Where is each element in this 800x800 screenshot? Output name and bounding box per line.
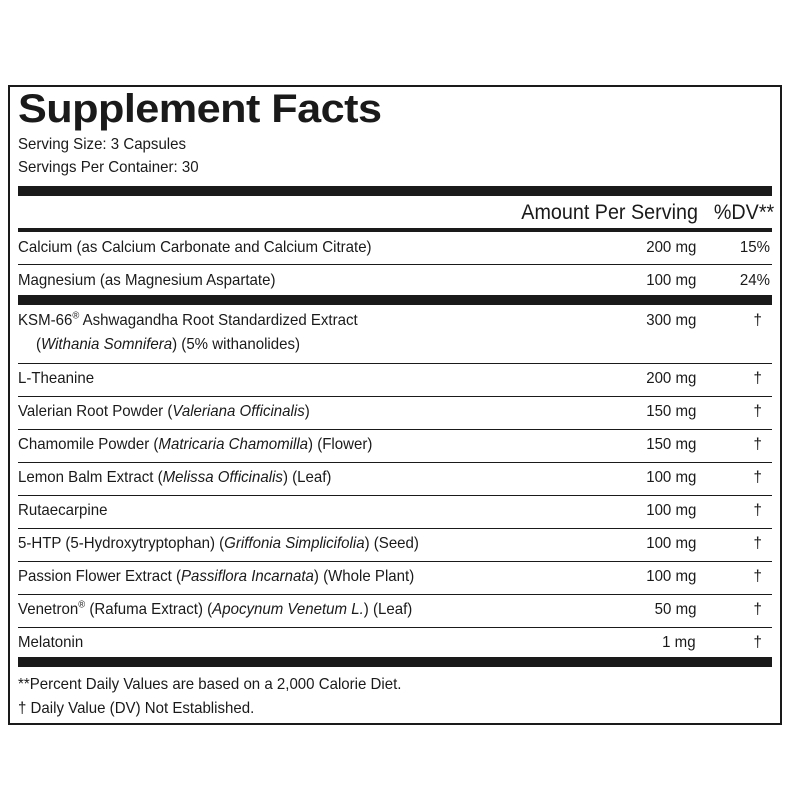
divider-thin	[18, 264, 772, 265]
ingredient-name: L-Theanine	[18, 370, 95, 387]
ingredient-row-ashwagandha	[18, 311, 776, 359]
column-header-dv: %DV**	[713, 201, 774, 224]
divider-thick	[18, 295, 772, 305]
divider-thin	[18, 528, 772, 529]
divider-thin	[18, 627, 772, 628]
ingredient-amount: 150 mg	[645, 436, 696, 453]
nutrient-dv: 15%	[739, 239, 770, 256]
ingredient-amount: 1 mg	[662, 634, 696, 651]
ingredient-row-5-htp	[18, 534, 776, 558]
ingredient-name: Venetron® (Rafuma Extract) (Apocynum Venetum L.) (Leaf)	[18, 599, 413, 618]
divider-thin	[18, 561, 772, 562]
divider-thin	[18, 429, 772, 430]
nutrient-row-magnesium	[18, 271, 776, 295]
divider-thin	[18, 462, 772, 463]
ingredient-amount: 300 mg	[645, 312, 696, 329]
ingredient-row-lemon-balm	[18, 468, 776, 492]
divider-thick	[18, 657, 772, 667]
ingredient-row-l-theanine	[18, 369, 776, 393]
ingredient-name: KSM-66® Ashwagandha Root Standardized Extract	[18, 310, 358, 329]
ingredient-amount: 150 mg	[645, 403, 696, 420]
nutrient-row-calcium	[18, 238, 776, 262]
divider-thick	[18, 186, 772, 196]
servings-per-container: Servings Per Container: 30	[18, 159, 199, 176]
ingredient-row-valerian	[18, 402, 776, 426]
supplement-facts-panel	[8, 85, 782, 725]
ingredient-name: Rutaecarpine	[18, 502, 108, 519]
ingredient-amount: 200 mg	[645, 370, 696, 387]
footnote-percent-dv: **Percent Daily Values are based on a 2,000 Calorie Diet.	[18, 676, 402, 693]
ingredient-dv: †	[753, 469, 762, 486]
ingredient-name: Chamomile Powder (Matricaria Chamomilla) (Flower)	[18, 436, 373, 453]
ingredient-amount: 100 mg	[645, 535, 696, 552]
serving-size: Serving Size: 3 Capsules	[18, 136, 187, 153]
panel-title: Supplement Facts	[18, 87, 382, 131]
ingredient-amount: 100 mg	[645, 469, 696, 486]
ingredient-name: Passion Flower Extract (Passiflora Incarnata) (Whole Plant)	[18, 568, 415, 585]
ingredient-dv: †	[753, 502, 762, 519]
nutrient-name: Calcium (as Calcium Carbonate and Calcium Citrate)	[18, 239, 372, 256]
nutrient-dv: 24%	[739, 272, 770, 289]
column-header-amount: Amount Per Serving	[521, 201, 698, 224]
ingredient-row-passion-flower	[18, 567, 776, 591]
ingredient-name: 5-HTP (5-Hydroxytryptophan) (Griffonia Simplicifolia) (Seed)	[18, 535, 419, 552]
ingredient-name: Melatonin	[18, 634, 84, 651]
ingredient-dv: †	[753, 568, 762, 585]
ingredient-row-venetron	[18, 600, 776, 624]
ingredient-dv: †	[753, 436, 762, 453]
ingredient-amount: 100 mg	[645, 502, 696, 519]
ingredient-dv: †	[753, 535, 762, 552]
ingredient-row-chamomile	[18, 435, 776, 459]
nutrient-name: Magnesium (as Magnesium Aspartate)	[18, 272, 276, 289]
divider-thin	[18, 495, 772, 496]
ingredient-dv: †	[753, 601, 762, 618]
ingredient-subtext: (Withania Somnifera) (5% withanolides)	[36, 336, 301, 353]
ingredient-dv: †	[753, 370, 762, 387]
ingredient-amount: 50 mg	[654, 601, 696, 618]
ingredient-name: Lemon Balm Extract (Melissa Officinalis) (Leaf)	[18, 469, 332, 486]
ingredient-row-rutaecarpine	[18, 501, 776, 525]
ingredient-dv: †	[753, 312, 762, 329]
ingredient-name: Valerian Root Powder (Valeriana Officinalis)	[18, 403, 310, 420]
divider-thin	[18, 396, 772, 397]
footnote-dagger: † Daily Value (DV) Not Established.	[18, 700, 255, 717]
divider-thin	[18, 363, 772, 364]
divider-medium	[18, 228, 772, 232]
nutrient-amount: 100 mg	[645, 272, 696, 289]
ingredient-amount: 100 mg	[645, 568, 696, 585]
divider-thin	[18, 594, 772, 595]
ingredient-row-melatonin	[18, 633, 776, 657]
nutrient-amount: 200 mg	[645, 239, 696, 256]
ingredient-dv: †	[753, 403, 762, 420]
ingredient-dv: †	[753, 634, 762, 651]
